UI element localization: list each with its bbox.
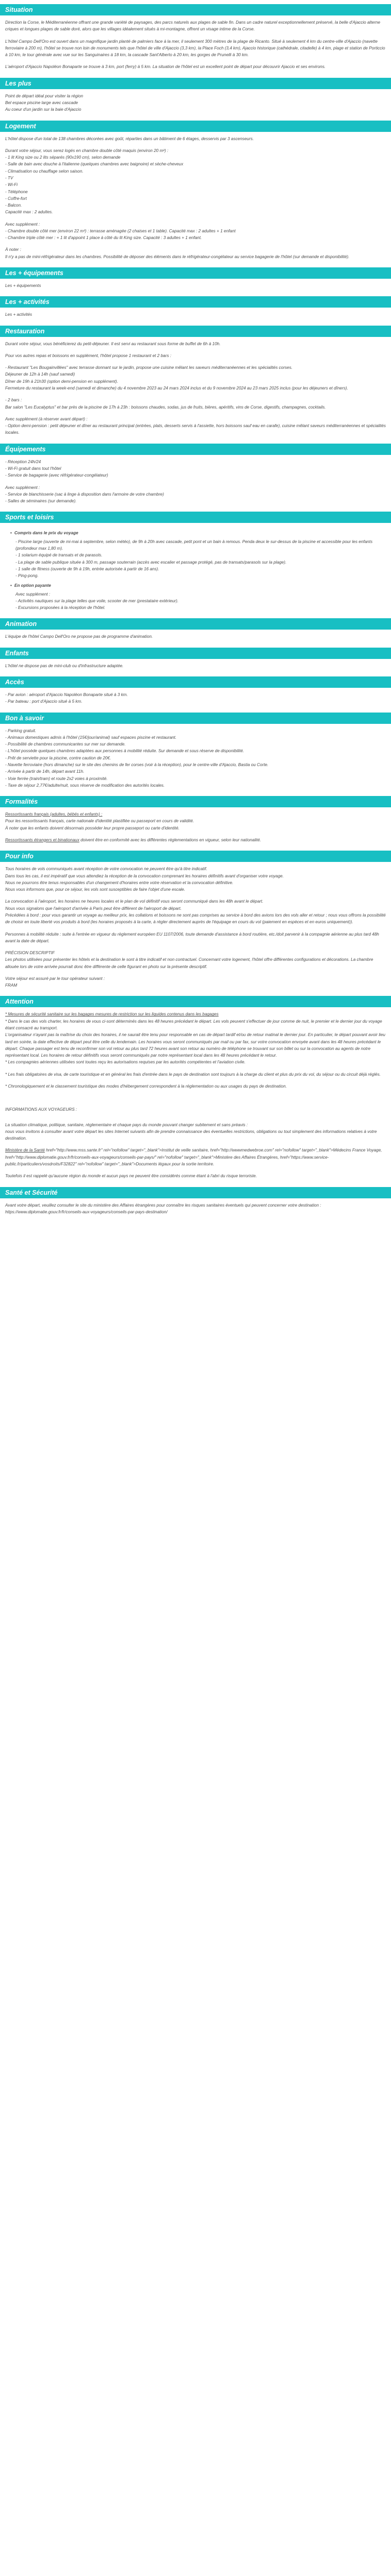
- logement-line: - Téléphone: [5, 189, 28, 194]
- section-header-les-plus: Les plus: [0, 78, 391, 89]
- logement-line: Avec supplément :: [5, 222, 40, 227]
- section-body-acces: [0, 688, 391, 709]
- bon-savoir-line: - Prêt de serviette pour la piscine, contre caution de 20€.: [5, 755, 111, 760]
- restauration-line: Dîner de 19h à 21h30 (option demi-pension en supplément).: [5, 379, 118, 384]
- sports-line: - Excursions proposées à la réception de l'hôtel.: [15, 605, 106, 611]
- sante-text: Avant votre départ, veuillez consulter le site du ministère des Affaires étrangères pour connaître les risques sanitaires éventuels qui peuvent concerner votre destination : https://www.diplomatie.gouv.fr/fr/conseils-aux-voyageurs/conseils-par-pays-destination/: [5, 1202, 321, 1214]
- attention-line: * Les compagnies aériennes utilisées sont toutes reçu les autorisations requises par les autorités compétentes et l'aviation civile.: [5, 1060, 246, 1065]
- pour-info-line: Dans tous les cas, il est impératif que vous attendiez la réception de la convocation comprenant les horaires définitifs avant d'organiser votre voyage.: [5, 873, 284, 878]
- attention-security-link[interactable]: * Mesures de sécurité sanitaire sur les bagages mesures de restriction sur les liquides contenus dans les bagages: [5, 1012, 219, 1017]
- situation-paragraph: L'aéroport d'Ajaccio Napoléon Bonaparte se trouve à 3 km, port (ferry) à 5 km. La situation de l'hôtel est un excellent point de départ pour découvrir Ajaccio et ses environs.: [5, 64, 326, 70]
- attention-links-paragraph: [5, 1147, 386, 1167]
- section-body-sports: [0, 523, 391, 615]
- restauration-line: Pour vos autres repas et boissons en supplément, l'hôtel propose 1 restaurant et 2 bars :: [5, 353, 171, 358]
- bon-savoir-line: - Possibilité de chambres communicantes sur mer sur demande.: [5, 742, 126, 747]
- sports-line: - La plage de sable publique située à 300 m, passage souterrain (accès avec escalier et passage protégé, pas de transats/parasols sur la plage).: [15, 560, 287, 565]
- logement-line: - TV: [5, 175, 13, 180]
- section-header-pour-info: Pour info: [0, 851, 391, 862]
- section-header-logement: Logement: [0, 121, 391, 132]
- ministere-sante-link[interactable]: Ministère de la Santé: [5, 1148, 45, 1153]
- section-header-animation: Animation: [0, 618, 391, 630]
- logement-line: - Chambre triple côté mer : + 1 lit d'appoint 1 place à côté du lit King size. Capacité : 3 adultes + 1 enfant.: [5, 235, 202, 241]
- section-header-activites-plus: Les + activités: [0, 296, 391, 308]
- section-body-restauration: [0, 337, 391, 440]
- enfants-text: L'hôtel ne dispose pas de mini-club ou d'infrastructure adaptée.: [5, 663, 124, 668]
- bon-savoir-line: - L'hôtel possède quelques chambres adaptées aux personnes à mobilité réduite. Sur demande et sous réserve de disponibilité.: [5, 749, 245, 754]
- logement-line: Il n'y a pas de mini-réfrigérateur dans les chambres. Possibilité de déposer des éléments dans le réfrigérateur-congélateur au service bagagerie de l'hôtel (sur demande et disponibilité).: [5, 254, 350, 259]
- plus-item: Bel espace piscine large avec cascade: [5, 100, 78, 105]
- attention-line: * Chronologiquement et le classement touristique des modes d'hébergement correspondent à la réglementation ou aux usages du pays de destination.: [5, 1084, 287, 1089]
- logement-line: - Coffre-fort: [5, 196, 27, 201]
- section-body-les-plus: [0, 89, 391, 117]
- acces-line: - Par bateau : port d'Ajaccio situé à 5 km.: [5, 699, 83, 704]
- section-header-attention: Attention: [0, 996, 391, 1007]
- section-header-situation: Situation: [0, 4, 391, 15]
- sports-subheading-optional: • En option payante: [10, 582, 386, 589]
- pour-info-line: Les photos utilisées pour présenter les hôtels et la destination le sont à titre indicatif et non contractuel. Concernant votre logement, l'hôtel offre différentes configurations et décorations. La chambre allouée lors de votre arrivée pourrait donc être différente de celle figurant en photo sur la présente descriptif.: [5, 957, 373, 969]
- section-header-restauration: Restauration: [0, 326, 391, 337]
- section-body-equipements: [0, 455, 391, 509]
- sports-line: - 1 salle de fitness (ouverte de 9h à 19h, entrée autorisée à partir de 16 ans).: [15, 566, 159, 571]
- sports-line: - Piscine large (ouverte de mi-mai à septembre, selon météo), de 9h à 20h avec cascade, petit pont et un bain à remous. Penda deux le sur-dessus de la piscine et accessible pour les enfants (profondeur max 1,80 m).: [15, 539, 373, 551]
- pour-info-line: Tous horaires de vols communiqués avant réception de votre convocation ne peuvent être qu'à titre indicatif.: [5, 867, 207, 872]
- pour-info-line: Nous vous signalons que l'aéroport d'arrivée à Paris peut être différent de l'aéroport de départ.: [5, 906, 182, 911]
- formalites-foreign-text: doivent être en conformité avec les différentes réglementations en vigueur, selon leur nationalité.: [79, 837, 262, 842]
- formalites-french-link[interactable]: Ressortissants français (adultes, bébés et enfants) :: [5, 812, 103, 817]
- attention-line: L'organisateur n'ayant pas la maîtrise du choix des horaires, il ne saurait être tenu pour responsable en cas de départ tardif et/ou de retour matinal le dernier jour. En particulier, le départ pouvant avoir lieu tard en soirée, la date effective de départ peut être celle du lendemain. Les horaires vous seront communiqués par mail ou par fax, sur votre convocation envoyée avant dans les 48 heures précédant le départ. Chaque passager est tenu de reconfirmer son vol retour au plus tard 72 heures avant son retour au numéro de téléphone se trouvant sur son billet ou sur la convocation au agents de notre représentant local. Les horaires de retour définitifs vous seront communiqués par notre représentant local dans les 48 heures précédant le retour.: [5, 1032, 385, 1058]
- animation-text: L'équipe de l'hôtel Campo Dell'Oro ne propose pas de programme d'animation.: [5, 634, 153, 639]
- attention-line: nous vous invitons à consulter avant votre départ les sites Internet suivants afin de prendre connaissance des éventuelles restrictions, obligations ou tout simplement des informations relatives à votre destination.: [5, 1129, 377, 1141]
- restauration-line: Fermeture du restaurant la week-end (samedi et dimanche) du 4 novembre 2023 au 24 mars 2024 inclus et du 9 novembre 2024 au 23 mars 2025 inclus (pour les déjeuners et dîners).: [5, 386, 348, 391]
- attention-line: * Les frais obligatoires de visa, de carte touristique et en général les frais d'entrée dans le pays de destination sont toujours à la charge du client et plus du prix du vol, du séjour ou du circuit déjà réglés.: [5, 1072, 381, 1077]
- plus-item: Point de départ idéal pour visiter la région: [5, 93, 84, 98]
- pour-info-line: Votre séjour est assuré par le tour opérateur suivant :: [5, 976, 105, 981]
- sports-line: - Activités nautiques sur la plage telles que voile, scooter de mer (prestataire extérieur).: [15, 598, 178, 603]
- activites-plus-text: Les + activités: [5, 312, 32, 317]
- sports-subheading-included: • Compris dans le prix du voyage: [10, 530, 386, 536]
- bon-savoir-line: - Arrivée à partir de 14h, départ avant 11h.: [5, 769, 85, 774]
- pour-info-line: Personnes à mobilité réduite : suite à l'entrée en vigueur du règlement européen EU 1107/2006, toute demande d'assistance à bord routière, etc./doit parvenir à la compagnie aérienne au plus tard 48h avant la date de départ.: [5, 931, 379, 943]
- logement-line: À noter :: [5, 247, 21, 252]
- restauration-line: - Option demi-pension : petit déjeuner et dîner au restaurant principal (entrées, plats, desserts servis à l'assiette, hors boissons sauf eau en carafe), cuisine mêlant saveurs méditerranéennes et spécialités locales.: [5, 423, 386, 435]
- section-header-sports: Sports et loisirs: [0, 512, 391, 523]
- section-body-sante: [0, 1198, 391, 1220]
- logement-line: - Climatisation ou chauffage selon saison.: [5, 168, 84, 174]
- formalites-line: Pour les ressortissants français, carte nationale d'identité plastifiée ou passeport en cours de validité.: [5, 819, 194, 824]
- equipements-line: - Salles de séminaires (sur demande).: [5, 499, 77, 504]
- logement-line: - Salle de bain avec douche à l'italienne (quelques chambres avec baignoire) et sèche-cheveux: [5, 162, 184, 167]
- section-header-acces: Accès: [0, 676, 391, 688]
- sports-line: - 1 solarium équipé de transats et de parasols.: [15, 553, 103, 558]
- logement-line: - 1 lit King size ou 2 lits séparés (90x190 cm), selon demande: [5, 155, 121, 160]
- restauration-line: Avec supplément (à réserver avant départ) :: [5, 416, 88, 421]
- logement-line: - Chambre double côté mer (environ 22 m²) : terrasse aménagée (2 chaises et 1 table). Capacité max : 2 adultes + 1 enfant: [5, 228, 236, 233]
- pour-info-line: Nous vous informons que, pour ce séjour, les vols sont susceptibles de faire l'objet d'une escale.: [5, 887, 186, 892]
- restauration-line: - Restaurant "Les Bougainvillées" avec terrasse donnant sur le jardin, propose une cuisine mêlant les saveurs méditerranéennes et les spécialités corses.: [5, 365, 292, 370]
- equipements-line: - Réception 24h/24: [5, 459, 41, 464]
- section-body-bon-savoir: [0, 724, 391, 793]
- attention-line: * Dans le cas des vols charter, les horaires de vous ci-sont déterminés dans les 48 heures précédant le départ. Les vols peuvent s'effectuer de jour comme de nuit, le premier et le dernier jour du voyage étant consacré au transport.: [5, 1019, 382, 1031]
- logement-line: - Wi-Fi: [5, 182, 18, 188]
- logement-line: Capacité max : 2 adultes.: [5, 210, 53, 215]
- pour-info-line: Précédées à bord : pour vous garantir un voyage au meilleur prix, les collations et boissons ne sont pas comprises au service à bord des avions lors des vols aller et retour ; nous vous offrons la possibilité de choisir en toute liberté vos produits à bord (les horaires proposés à la carte, à régler directement auprès de l'équipage en cours du vol (paiement en espèces et en euros uniquement)).: [5, 912, 386, 925]
- restauration-line: - 2 bars :: [5, 398, 22, 403]
- section-header-equipements-plus: Les + équipements: [0, 267, 391, 279]
- section-body-logement: [0, 132, 391, 265]
- sports-line: - Ping-pong.: [15, 573, 39, 579]
- equipements-line: Avec supplément :: [5, 485, 40, 490]
- section-header-bon-savoir: Bon à savoir: [0, 713, 391, 724]
- formalites-line: À noter que les enfants doivent désormais posséder leur propre passeport ou carte d'identité.: [5, 825, 180, 831]
- logement-intro: L'hôtel dispose d'un total de 138 chambres décorées avec goût, réparties dans un bâtiment de 6 étages, desservis par 3 ascenseurs.: [5, 136, 254, 141]
- logement-line: Durant votre séjour, vous serez logés en chambre double côté maquis (environ 20 m²) :: [5, 148, 169, 153]
- pour-info-line: FRAM: [5, 983, 18, 988]
- pour-info-line: La convocation à l'aéroport, les horaires ne heures locales et le plan de vol définitif vous seront communiqué dans les 48h avant le départ.: [5, 899, 264, 904]
- section-body-pour-info: [0, 862, 391, 993]
- section-body-animation: [0, 630, 391, 644]
- equipements-line: - Service de blanchisserie (sac à linge à disposition dans l'armoire de votre chambre): [5, 492, 164, 497]
- attention-links-text: href="http://www.mss.sante.fr" rel="nofollow" target="_blank">Institut de veille sanitaire, href="http://wwwmedwebroe.com" rel="nofollow" target="_blank">Médecins France Voyage, href="http://www.diplomatie.gouv.fr/fr/conseils-aux-voyageurs/conseils-par-pays/" rel="nofollow" target="_blank">Ministère des Affaires Étrangères, href="https://www.service-public.fr/particuliers/vosdroits/F32822" rel="nofollow" target="_blank">Documents légaux pour la sortie territoire.: [5, 1148, 382, 1166]
- attention-line: La situation climatique, politique, sanitaire, réglementaire et chaque pays du monde pouvant changer subitement et sans préavis :: [5, 1122, 248, 1127]
- formalites-foreign-paragraph: [5, 837, 386, 843]
- section-body-enfants: [0, 659, 391, 673]
- restauration-line: Déjeuner de 12h à 14h (sauf samedi): [5, 372, 75, 377]
- situation-paragraph: Direction la Corse, le Méditerranéenne offrant une grande variété de paysages, des parcs naturels aux plages de sable fin. Dans un cadre naturel exceptionnellement préservé, la belle d'Ajaccio alterne criques et longues plages de sable doré, alors que les villages idéalement situés à mi-montagne, offrent un visage intime de la Corse.: [5, 20, 381, 32]
- bon-savoir-line: - Voie ferrée (train/tram) et route 2x2 voies à proximité.: [5, 776, 108, 781]
- situation-paragraph: L'hôtel Campo Dell'Oro est ouvert dans un magnifique jardin planté de palmiers face à la mer, il seulement 300 mètres de la plage de Ricanto. Situé à seulement 4 km du centre-ville d'Ajaccio (navette ferroviaire à 200 m), l'hôtel se trouve non loin de monuments tels que l'hôtel de ville d'Ajaccio (3,3 km), la Place Foch (3,4 km), Ajaccio historique (cathédrale, citadelle) à 4 km, plage et station de Porticcio à 10 km, le tour générale avec vue sur les Sanguinaires à 18 km, la cascade Sant'Alberto à 20 km, les gorges de Prunelli à 30 km.: [5, 39, 385, 58]
- section-body-formalites: [0, 807, 391, 848]
- bon-savoir-line: - Parking gratuit.: [5, 728, 37, 733]
- section-header-sante: Santé et Sécurité: [0, 1187, 391, 1198]
- attention-line: INFORMATIONS AUX VOYAGEURS :: [5, 1107, 77, 1112]
- bon-savoir-line: - Animaux domestiques admis à l'hôtel (15€/jour/animal) sauf espaces piscine et restaurant.: [5, 735, 177, 740]
- equipements-plus-text: Les + équipements: [5, 283, 41, 289]
- attention-line: Toutefois il est rappelé qu'aucune région du monde et aucun pays ne peuvent être considérés comme étant à l'abri du risque terroriste.: [5, 1174, 257, 1179]
- pour-info-line: PRÉCISION DESCRIPTIF: [5, 951, 55, 956]
- equipements-line: - Service de bagagerie (avec réfrigérateur-congélateur): [5, 473, 108, 478]
- restauration-line: Bar salon "Les Eucalyptus" et bar près de la piscine de 17h à 23h : boissons chaudes, sodas, jus de fruits, bières, apéritifs, vins de Corse, digestifs, champagnes, cocktails.: [5, 404, 326, 410]
- bon-savoir-line: - Taxe de séjour 2,77€/adulte/nuit, sous réserve de modification des autorités locales.: [5, 783, 165, 788]
- logement-line: - Balcon.: [5, 203, 22, 208]
- restauration-line: Durant votre séjour, vous bénéficierez du petit-déjeuner. Il est servi au restaurant sous forme de buffet de 6h à 10h.: [5, 341, 221, 346]
- section-header-enfants: Enfants: [0, 648, 391, 659]
- plus-item: Au coeur d'un jardin sur la baie d'Ajaccio: [5, 107, 82, 112]
- bon-savoir-line: - Navette ferroviaire (hors dimanche) sur le site des chemins de fer corses (voir à la réception), pour le centre-ville d'Ajaccio, Bastia ou Corte.: [5, 762, 269, 767]
- section-header-formalites: Formalités: [0, 796, 391, 807]
- section-body-situation: [0, 15, 391, 75]
- section-header-equipements: Équipements: [0, 444, 391, 455]
- formalites-foreign-link[interactable]: Ressortissants étrangers et binationaux: [5, 837, 79, 842]
- section-body-equipements-plus: [0, 279, 391, 293]
- pour-info-line: Nous ne pourrons être tenus responsables d'un changement d'horaires entre votre réservation et la convocation définitive.: [5, 880, 234, 885]
- hotel-description-page: [0, 4, 391, 1219]
- section-body-activites-plus: [0, 308, 391, 322]
- section-body-attention: [0, 1007, 391, 1183]
- sports-line: Avec supplément :: [15, 591, 51, 597]
- acces-line: - Par avion : aéroport d'Ajaccio Napoléon Bonaparte situé à 3 km.: [5, 692, 128, 698]
- equipements-line: - Wi-Fi gratuit dans tout l'hôtel: [5, 466, 61, 471]
